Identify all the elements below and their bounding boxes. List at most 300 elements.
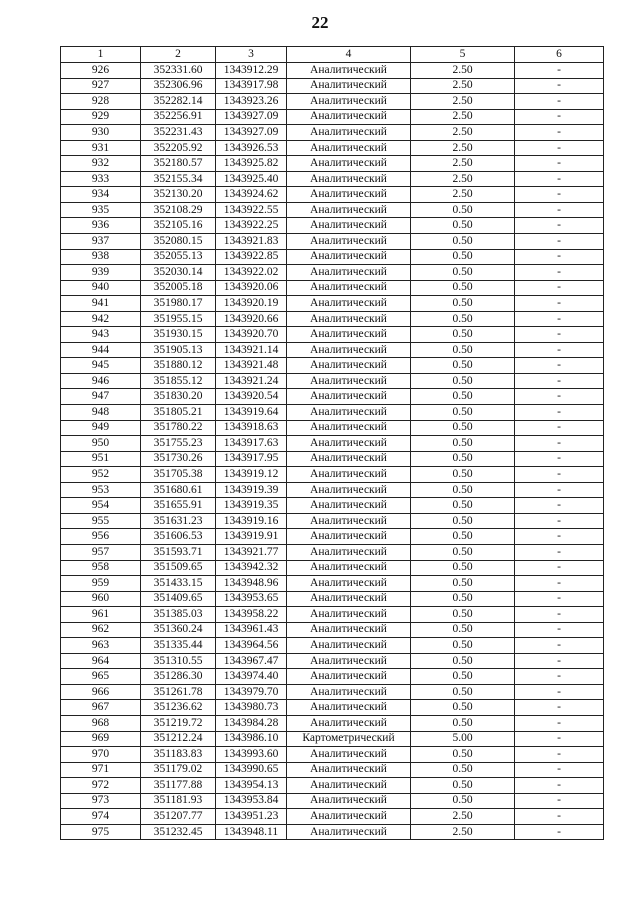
table-row — [61, 187, 604, 203]
y-coordinate-cell: 1343922.02 — [216, 265, 287, 281]
method-cell: Аналитический — [287, 389, 411, 405]
y-coordinate-cell: 1343924.62 — [216, 187, 287, 203]
description-cell: - — [515, 342, 604, 358]
accuracy-cell: 0.50 — [411, 762, 515, 778]
x-coordinate-cell: 352256.91 — [141, 109, 216, 125]
description-cell: - — [515, 265, 604, 281]
accuracy-cell: 0.50 — [411, 296, 515, 312]
table-row — [61, 715, 604, 731]
description-cell: - — [515, 591, 604, 607]
method-cell: Аналитический — [287, 638, 411, 654]
y-coordinate-cell: 1343984.28 — [216, 715, 287, 731]
point-number-cell: 945 — [61, 358, 141, 374]
accuracy-cell: 2.50 — [411, 187, 515, 203]
method-cell: Аналитический — [287, 373, 411, 389]
method-cell: Аналитический — [287, 405, 411, 421]
point-number-cell: 937 — [61, 234, 141, 250]
method-cell: Аналитический — [287, 280, 411, 296]
method-cell: Аналитический — [287, 529, 411, 545]
x-coordinate-cell: 351631.23 — [141, 513, 216, 529]
column-header: 4 — [287, 47, 411, 63]
accuracy-cell: 0.50 — [411, 202, 515, 218]
point-number-cell: 969 — [61, 731, 141, 747]
method-cell: Аналитический — [287, 591, 411, 607]
point-number-cell: 930 — [61, 125, 141, 141]
x-coordinate-cell: 351335.44 — [141, 638, 216, 654]
description-cell: - — [515, 405, 604, 421]
y-coordinate-cell: 1343979.70 — [216, 684, 287, 700]
description-cell: - — [515, 607, 604, 623]
accuracy-cell: 0.50 — [411, 327, 515, 343]
x-coordinate-cell: 352180.57 — [141, 156, 216, 172]
point-number-cell: 942 — [61, 311, 141, 327]
point-number-cell: 952 — [61, 467, 141, 483]
y-coordinate-cell: 1343964.56 — [216, 638, 287, 654]
description-cell: - — [515, 249, 604, 265]
accuracy-cell: 0.50 — [411, 234, 515, 250]
point-number-cell: 964 — [61, 653, 141, 669]
y-coordinate-cell: 1343920.06 — [216, 280, 287, 296]
method-cell: Аналитический — [287, 700, 411, 716]
accuracy-cell: 2.50 — [411, 94, 515, 110]
method-cell: Аналитический — [287, 809, 411, 825]
x-coordinate-cell: 351606.53 — [141, 529, 216, 545]
accuracy-cell: 0.50 — [411, 498, 515, 514]
y-coordinate-cell: 1343948.96 — [216, 576, 287, 592]
point-number-cell: 959 — [61, 576, 141, 592]
accuracy-cell: 0.50 — [411, 591, 515, 607]
y-coordinate-cell: 1343919.12 — [216, 467, 287, 483]
x-coordinate-cell: 351385.03 — [141, 607, 216, 623]
accuracy-cell: 2.50 — [411, 63, 515, 79]
x-coordinate-cell: 351730.26 — [141, 451, 216, 467]
y-coordinate-cell: 1343919.35 — [216, 498, 287, 514]
point-number-cell: 971 — [61, 762, 141, 778]
table-row — [61, 747, 604, 763]
method-cell: Аналитический — [287, 436, 411, 452]
point-number-cell: 965 — [61, 669, 141, 685]
x-coordinate-cell: 351181.93 — [141, 793, 216, 809]
x-coordinate-cell: 351855.12 — [141, 373, 216, 389]
table-row — [61, 809, 604, 825]
accuracy-cell: 2.50 — [411, 156, 515, 172]
table-row — [61, 358, 604, 374]
table-row — [61, 529, 604, 545]
point-number-cell: 958 — [61, 560, 141, 576]
y-coordinate-cell: 1343925.40 — [216, 171, 287, 187]
x-coordinate-cell: 352155.34 — [141, 171, 216, 187]
y-coordinate-cell: 1343927.09 — [216, 109, 287, 125]
y-coordinate-cell: 1343958.22 — [216, 607, 287, 623]
method-cell: Аналитический — [287, 715, 411, 731]
table-row — [61, 762, 604, 778]
method-cell: Аналитический — [287, 762, 411, 778]
description-cell: - — [515, 747, 604, 763]
accuracy-cell: 0.50 — [411, 265, 515, 281]
method-cell: Аналитический — [287, 482, 411, 498]
table-row — [61, 607, 604, 623]
description-cell: - — [515, 140, 604, 156]
description-cell: - — [515, 234, 604, 250]
description-cell: - — [515, 218, 604, 234]
description-cell: - — [515, 327, 604, 343]
accuracy-cell: 0.50 — [411, 622, 515, 638]
y-coordinate-cell: 1343922.85 — [216, 249, 287, 265]
y-coordinate-cell: 1343961.43 — [216, 622, 287, 638]
accuracy-cell: 0.50 — [411, 342, 515, 358]
point-number-cell: 953 — [61, 482, 141, 498]
method-cell: Аналитический — [287, 684, 411, 700]
accuracy-cell: 0.50 — [411, 684, 515, 700]
table-row — [61, 63, 604, 79]
method-cell: Аналитический — [287, 342, 411, 358]
description-cell: - — [515, 576, 604, 592]
table-row — [61, 94, 604, 110]
column-header: 2 — [141, 47, 216, 63]
x-coordinate-cell: 352282.14 — [141, 94, 216, 110]
x-coordinate-cell: 351286.30 — [141, 669, 216, 685]
accuracy-cell: 0.50 — [411, 529, 515, 545]
table-row — [61, 342, 604, 358]
x-coordinate-cell: 351409.65 — [141, 591, 216, 607]
method-cell: Аналитический — [287, 156, 411, 172]
table-row — [61, 793, 604, 809]
table-row — [61, 622, 604, 638]
accuracy-cell: 0.50 — [411, 249, 515, 265]
description-cell: - — [515, 824, 604, 840]
accuracy-cell: 0.50 — [411, 576, 515, 592]
y-coordinate-cell: 1343954.13 — [216, 778, 287, 794]
x-coordinate-cell: 352205.92 — [141, 140, 216, 156]
description-cell: - — [515, 436, 604, 452]
x-coordinate-cell: 351805.21 — [141, 405, 216, 421]
description-cell: - — [515, 544, 604, 560]
accuracy-cell: 0.50 — [411, 436, 515, 452]
method-cell: Аналитический — [287, 109, 411, 125]
point-number-cell: 938 — [61, 249, 141, 265]
y-coordinate-cell: 1343919.16 — [216, 513, 287, 529]
y-coordinate-cell: 1343918.63 — [216, 420, 287, 436]
point-number-cell: 926 — [61, 63, 141, 79]
page-number: 22 — [311, 13, 329, 32]
table-row — [61, 156, 604, 172]
x-coordinate-cell: 352306.96 — [141, 78, 216, 94]
table-row — [61, 684, 604, 700]
method-cell: Аналитический — [287, 234, 411, 250]
y-coordinate-cell: 1343920.19 — [216, 296, 287, 312]
accuracy-cell: 0.50 — [411, 311, 515, 327]
description-cell: - — [515, 109, 604, 125]
table-row — [61, 498, 604, 514]
description-cell: - — [515, 358, 604, 374]
table-row — [61, 265, 604, 281]
y-coordinate-cell: 1343921.83 — [216, 234, 287, 250]
x-coordinate-cell: 351232.45 — [141, 824, 216, 840]
accuracy-cell: 2.50 — [411, 809, 515, 825]
table-row — [61, 171, 604, 187]
point-number-cell: 946 — [61, 373, 141, 389]
y-coordinate-cell: 1343921.24 — [216, 373, 287, 389]
x-coordinate-cell: 352108.29 — [141, 202, 216, 218]
x-coordinate-cell: 351236.62 — [141, 700, 216, 716]
point-number-cell: 948 — [61, 405, 141, 421]
method-cell: Аналитический — [287, 420, 411, 436]
accuracy-cell: 0.50 — [411, 793, 515, 809]
description-cell: - — [515, 513, 604, 529]
description-cell: - — [515, 156, 604, 172]
description-cell: - — [515, 451, 604, 467]
point-number-cell: 967 — [61, 700, 141, 716]
point-number-cell: 955 — [61, 513, 141, 529]
method-cell: Аналитический — [287, 78, 411, 94]
method-cell: Аналитический — [287, 202, 411, 218]
y-coordinate-cell: 1343921.77 — [216, 544, 287, 560]
table-row — [61, 109, 604, 125]
x-coordinate-cell: 351680.61 — [141, 482, 216, 498]
y-coordinate-cell: 1343919.64 — [216, 405, 287, 421]
table-row — [61, 78, 604, 94]
x-coordinate-cell: 352105.16 — [141, 218, 216, 234]
table-body — [61, 63, 604, 840]
accuracy-cell: 0.50 — [411, 560, 515, 576]
y-coordinate-cell: 1343942.32 — [216, 560, 287, 576]
point-number-cell: 972 — [61, 778, 141, 794]
point-number-cell: 932 — [61, 156, 141, 172]
point-number-cell: 935 — [61, 202, 141, 218]
description-cell: - — [515, 373, 604, 389]
accuracy-cell: 0.50 — [411, 482, 515, 498]
column-header: 5 — [411, 47, 515, 63]
description-cell: - — [515, 467, 604, 483]
point-number-cell: 957 — [61, 544, 141, 560]
table-row — [61, 234, 604, 250]
method-cell: Аналитический — [287, 311, 411, 327]
y-coordinate-cell: 1343917.63 — [216, 436, 287, 452]
accuracy-cell: 0.50 — [411, 451, 515, 467]
y-coordinate-cell: 1343948.11 — [216, 824, 287, 840]
description-cell: - — [515, 389, 604, 405]
table-row — [61, 296, 604, 312]
y-coordinate-cell: 1343920.66 — [216, 311, 287, 327]
table-row — [61, 669, 604, 685]
description-cell: - — [515, 684, 604, 700]
method-cell: Аналитический — [287, 140, 411, 156]
accuracy-cell: 0.50 — [411, 653, 515, 669]
description-cell: - — [515, 529, 604, 545]
point-number-cell: 947 — [61, 389, 141, 405]
point-number-cell: 968 — [61, 715, 141, 731]
method-cell: Аналитический — [287, 125, 411, 141]
method-cell: Аналитический — [287, 171, 411, 187]
x-coordinate-cell: 352231.43 — [141, 125, 216, 141]
description-cell: - — [515, 482, 604, 498]
method-cell: Аналитический — [287, 327, 411, 343]
method-cell: Аналитический — [287, 451, 411, 467]
table-row — [61, 202, 604, 218]
description-cell: - — [515, 731, 604, 747]
accuracy-cell: 0.50 — [411, 669, 515, 685]
point-number-cell: 936 — [61, 218, 141, 234]
y-coordinate-cell: 1343919.39 — [216, 482, 287, 498]
point-number-cell: 963 — [61, 638, 141, 654]
accuracy-cell: 2.50 — [411, 78, 515, 94]
x-coordinate-cell: 351955.15 — [141, 311, 216, 327]
method-cell: Аналитический — [287, 467, 411, 483]
table-row — [61, 591, 604, 607]
y-coordinate-cell: 1343953.65 — [216, 591, 287, 607]
x-coordinate-cell: 351593.71 — [141, 544, 216, 560]
method-cell: Аналитический — [287, 824, 411, 840]
description-cell: - — [515, 63, 604, 79]
y-coordinate-cell: 1343926.53 — [216, 140, 287, 156]
description-cell: - — [515, 622, 604, 638]
x-coordinate-cell: 351705.38 — [141, 467, 216, 483]
accuracy-cell: 0.50 — [411, 638, 515, 654]
x-coordinate-cell: 352080.15 — [141, 234, 216, 250]
x-coordinate-cell: 351212.24 — [141, 731, 216, 747]
column-header: 6 — [515, 47, 604, 63]
table-row — [61, 638, 604, 654]
x-coordinate-cell: 351930.15 — [141, 327, 216, 343]
y-coordinate-cell: 1343921.14 — [216, 342, 287, 358]
x-coordinate-cell: 351177.88 — [141, 778, 216, 794]
x-coordinate-cell: 351830.20 — [141, 389, 216, 405]
method-cell: Аналитический — [287, 607, 411, 623]
description-cell: - — [515, 280, 604, 296]
accuracy-cell: 0.50 — [411, 778, 515, 794]
method-cell: Аналитический — [287, 793, 411, 809]
description-cell: - — [515, 202, 604, 218]
table-row — [61, 140, 604, 156]
method-cell: Аналитический — [287, 63, 411, 79]
description-cell: - — [515, 715, 604, 731]
description-cell: - — [515, 653, 604, 669]
x-coordinate-cell: 352130.20 — [141, 187, 216, 203]
coordinates-table — [60, 46, 604, 840]
table-row — [61, 451, 604, 467]
accuracy-cell: 0.50 — [411, 747, 515, 763]
x-coordinate-cell: 351655.91 — [141, 498, 216, 514]
table-row — [61, 249, 604, 265]
table-row — [61, 218, 604, 234]
y-coordinate-cell: 1343923.26 — [216, 94, 287, 110]
x-coordinate-cell: 351310.55 — [141, 653, 216, 669]
method-cell: Аналитический — [287, 187, 411, 203]
x-coordinate-cell: 351780.22 — [141, 420, 216, 436]
method-cell: Аналитический — [287, 265, 411, 281]
point-number-cell: 966 — [61, 684, 141, 700]
accuracy-cell: 0.50 — [411, 544, 515, 560]
description-cell: - — [515, 498, 604, 514]
table-header-row — [61, 47, 604, 63]
table-row — [61, 280, 604, 296]
y-coordinate-cell: 1343951.23 — [216, 809, 287, 825]
accuracy-cell: 0.50 — [411, 280, 515, 296]
y-coordinate-cell: 1343922.25 — [216, 218, 287, 234]
accuracy-cell: 0.50 — [411, 218, 515, 234]
method-cell: Аналитический — [287, 513, 411, 529]
accuracy-cell: 2.50 — [411, 171, 515, 187]
y-coordinate-cell: 1343980.73 — [216, 700, 287, 716]
x-coordinate-cell: 351261.78 — [141, 684, 216, 700]
accuracy-cell: 2.50 — [411, 140, 515, 156]
method-cell: Аналитический — [287, 218, 411, 234]
method-cell: Аналитический — [287, 669, 411, 685]
x-coordinate-cell: 351179.02 — [141, 762, 216, 778]
x-coordinate-cell: 351183.83 — [141, 747, 216, 763]
point-number-cell: 970 — [61, 747, 141, 763]
description-cell: - — [515, 638, 604, 654]
y-coordinate-cell: 1343967.47 — [216, 653, 287, 669]
y-coordinate-cell: 1343990.65 — [216, 762, 287, 778]
accuracy-cell: 0.50 — [411, 607, 515, 623]
y-coordinate-cell: 1343925.82 — [216, 156, 287, 172]
description-cell: - — [515, 94, 604, 110]
description-cell: - — [515, 778, 604, 794]
point-number-cell: 933 — [61, 171, 141, 187]
accuracy-cell: 0.50 — [411, 467, 515, 483]
y-coordinate-cell: 1343912.29 — [216, 63, 287, 79]
point-number-cell: 940 — [61, 280, 141, 296]
description-cell: - — [515, 762, 604, 778]
accuracy-cell: 0.50 — [411, 373, 515, 389]
method-cell: Аналитический — [287, 653, 411, 669]
table-row — [61, 405, 604, 421]
x-coordinate-cell: 351219.72 — [141, 715, 216, 731]
y-coordinate-cell: 1343922.55 — [216, 202, 287, 218]
description-cell: - — [515, 296, 604, 312]
table-row — [61, 327, 604, 343]
column-header: 3 — [216, 47, 287, 63]
description-cell: - — [515, 560, 604, 576]
y-coordinate-cell: 1343917.95 — [216, 451, 287, 467]
point-number-cell: 956 — [61, 529, 141, 545]
table-row — [61, 311, 604, 327]
description-cell: - — [515, 125, 604, 141]
point-number-cell: 943 — [61, 327, 141, 343]
accuracy-cell: 0.50 — [411, 513, 515, 529]
accuracy-cell: 0.50 — [411, 715, 515, 731]
description-cell: - — [515, 420, 604, 436]
x-coordinate-cell: 351755.23 — [141, 436, 216, 452]
point-number-cell: 941 — [61, 296, 141, 312]
table-row — [61, 467, 604, 483]
y-coordinate-cell: 1343986.10 — [216, 731, 287, 747]
accuracy-cell: 0.50 — [411, 358, 515, 374]
point-number-cell: 975 — [61, 824, 141, 840]
method-cell: Аналитический — [287, 358, 411, 374]
description-cell: - — [515, 171, 604, 187]
column-header: 1 — [61, 47, 141, 63]
point-number-cell: 973 — [61, 793, 141, 809]
point-number-cell: 939 — [61, 265, 141, 281]
table-row — [61, 373, 604, 389]
table-row — [61, 700, 604, 716]
x-coordinate-cell: 352030.14 — [141, 265, 216, 281]
method-cell: Аналитический — [287, 94, 411, 110]
x-coordinate-cell: 351433.15 — [141, 576, 216, 592]
y-coordinate-cell: 1343920.54 — [216, 389, 287, 405]
y-coordinate-cell: 1343920.70 — [216, 327, 287, 343]
table-row — [61, 824, 604, 840]
point-number-cell: 928 — [61, 94, 141, 110]
description-cell: - — [515, 809, 604, 825]
accuracy-cell: 0.50 — [411, 420, 515, 436]
accuracy-cell: 5.00 — [411, 731, 515, 747]
point-number-cell: 954 — [61, 498, 141, 514]
method-cell: Аналитический — [287, 778, 411, 794]
method-cell: Аналитический — [287, 622, 411, 638]
